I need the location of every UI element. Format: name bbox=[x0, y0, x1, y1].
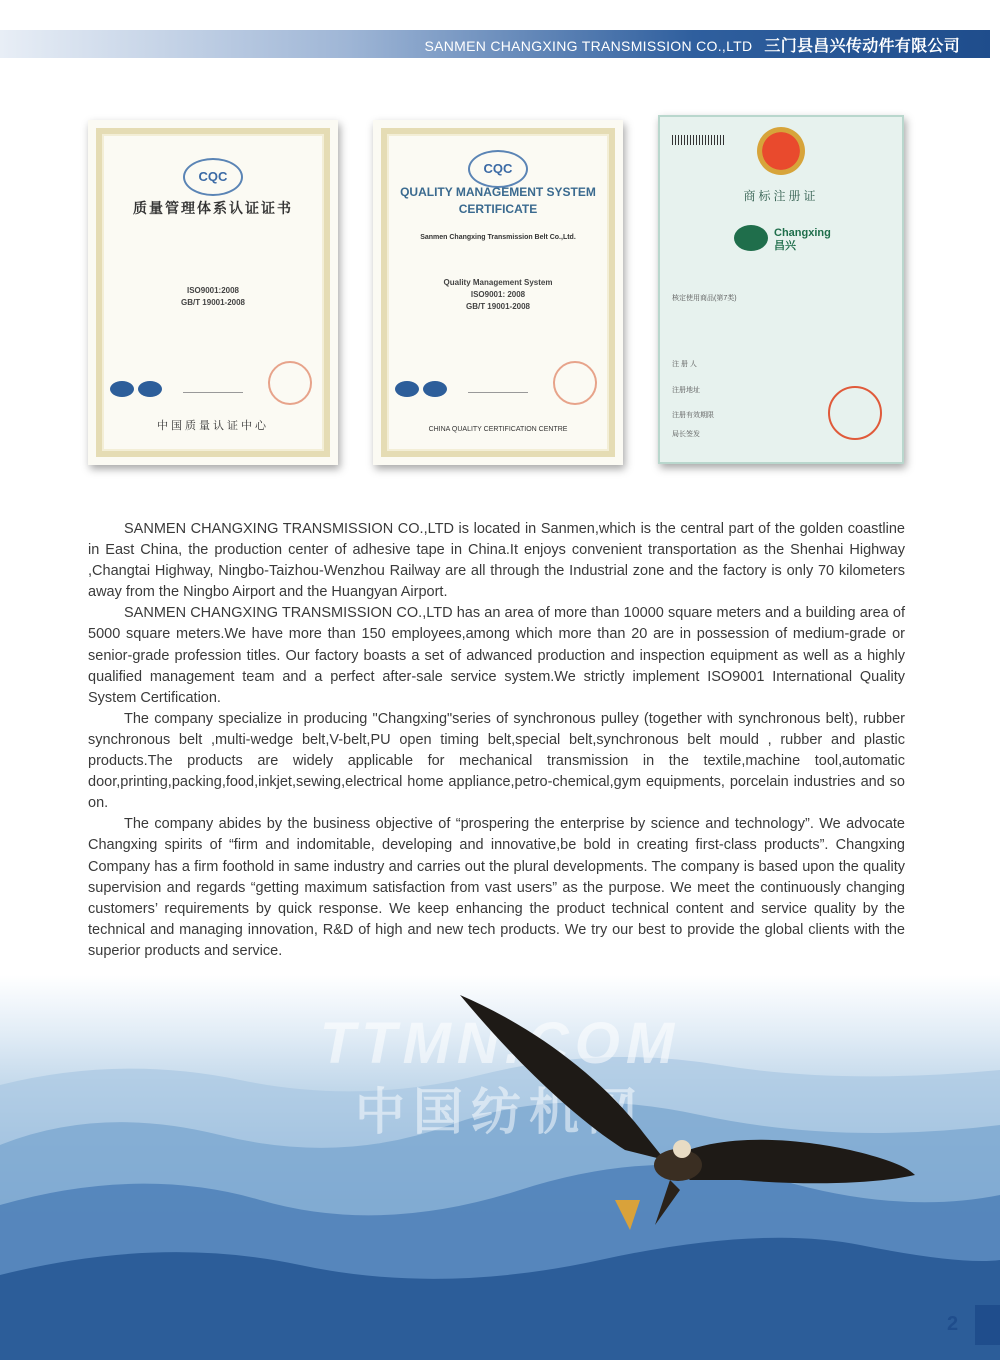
brand-name-en: Changxing bbox=[774, 227, 831, 239]
cn-cert-footer: 中国质量认证中心 bbox=[157, 420, 269, 432]
accreditation-logos bbox=[110, 381, 170, 401]
trademark-registrant-row: 注 册 人 bbox=[672, 361, 697, 368]
cqc-logo: CQC bbox=[183, 158, 243, 196]
accreditation-logos bbox=[395, 381, 455, 401]
signature bbox=[183, 378, 243, 393]
trademark-signed-row: 局长签发 bbox=[672, 431, 700, 438]
trademark-validity-row: 注册有效期限 bbox=[672, 412, 714, 419]
company-name-cn: 三门县昌兴传动件有限公司 bbox=[764, 38, 960, 55]
national-emblem-icon bbox=[757, 127, 805, 175]
en-cert-title: QUALITY MANAGEMENT SYSTEM CERTIFICATE bbox=[400, 185, 596, 216]
barcode-icon bbox=[672, 135, 724, 145]
iaf-logo-icon bbox=[423, 381, 447, 397]
cn-cert-title: 质量管理体系认证证书 bbox=[133, 201, 293, 217]
iaf-logo-icon bbox=[138, 381, 162, 397]
cnas-logo-icon bbox=[110, 381, 134, 397]
cqc-logo: CQC bbox=[468, 150, 528, 188]
header-company-name bbox=[424, 33, 960, 56]
watermark-en: TTMN.COM bbox=[319, 1011, 681, 1076]
en-cert-system: Quality Management System bbox=[443, 278, 553, 287]
cnas-logo-icon bbox=[395, 381, 419, 397]
paragraph-objective: The company abides by the business objective of “prospering the enterprise by science and technology”. We advocate Changxing spirits of “firm and indomitable, developing and innovative,be bold in creating first-class products”. Changxing Company has a firm foothold in same industry and carries out the plural developments. The company is based upon the quality supervision and regards “getting maximum satisfaction from vast users” as the purpose. We meet the continuously changing customers’ requirements by quick response. We keep enhancing the product technical content and service quality by the technical and managing innovation, R&D of high and new tech products. We try our best to provide the global clients with the superior products and service. bbox=[88, 816, 905, 959]
paragraph-scale: SANMEN CHANGXING TRANSMISSION CO.,LTD has an area of more than 10000 square meters and a building area of 5000 square meters.We have more than 150 employees,among which more than 20 are in possession of medium-grade or senior-grade profession titles. Our factory boasts a set of adwanced production and inspection equipment as well as a highly qualified management team and a perfect after-sale service system.We strictly implement ISO9001 International Quality System Certification. bbox=[88, 605, 905, 706]
eagle-icon bbox=[450, 985, 920, 1245]
cn-cert-standard-2: GB/T 19001-2008 bbox=[180, 298, 246, 307]
en-cert-standard-1: ISO9001: 2008 bbox=[470, 290, 526, 299]
cn-quality-certificate bbox=[88, 120, 338, 465]
company-name-en: SANMEN CHANGXING TRANSMISSION CO.,LTD bbox=[424, 38, 753, 54]
changxing-logo-icon bbox=[734, 225, 768, 251]
page-number: 2 bbox=[947, 1313, 959, 1335]
company-introduction bbox=[88, 519, 905, 962]
red-seal-icon bbox=[553, 361, 597, 405]
cn-cert-standard-1: ISO9001:2008 bbox=[186, 286, 240, 295]
trademark-brand bbox=[774, 227, 831, 253]
brand-name-cn: 昌兴 bbox=[774, 240, 796, 252]
red-seal-icon bbox=[828, 386, 882, 440]
red-seal-icon bbox=[268, 361, 312, 405]
trademark-title: 商标注册证 bbox=[743, 189, 819, 203]
trademark-goods-row: 核定使用商品(第7类) bbox=[672, 295, 737, 302]
watermark-cn: 中国纺机网 bbox=[355, 1083, 645, 1141]
en-cert-standard-2: GB/T 19001-2008 bbox=[465, 302, 531, 311]
trademark-address-row: 注册地址 bbox=[672, 387, 700, 394]
signature bbox=[468, 378, 528, 393]
en-quality-certificate bbox=[373, 120, 623, 465]
paragraph-products: The company specialize in producing "Changxing"series of synchronous pulley (together with synchronous belt), rubber synchronous belt ,multi-wedge belt,V-belt,PU open timing belt,special belt,synchronous belt mould , rubber and plastic products.The products are widely applicable for mechanical transmission in the textile,machine tool,automatic door,printing,packing,food,inkjet,sewing,electrical home appliance,petro-chemical,gym equipments, porcelain industries and so on. bbox=[88, 710, 905, 812]
en-cert-footer: CHINA QUALITY CERTIFICATION CENTRE bbox=[428, 426, 568, 433]
trademark-certificate bbox=[658, 115, 904, 464]
en-cert-company: Sanmen Changxing Transmission Belt Co.,Ltd. bbox=[420, 234, 576, 241]
paragraph-location: SANMEN CHANGXING TRANSMISSION CO.,LTD is located in Sanmen,which is the central part of the golden coastline in East China, the production center of adhesive tape in China.It enjoys convenient transportation as the Shenhai Highway ,Changtai Highway, Ningbo-Taizhou-Wenzhou Railway are all through the Industrial zone and the factory is only 70 kilometers away from the Ningbo Airport and the Huangyan Airport. bbox=[88, 521, 905, 601]
